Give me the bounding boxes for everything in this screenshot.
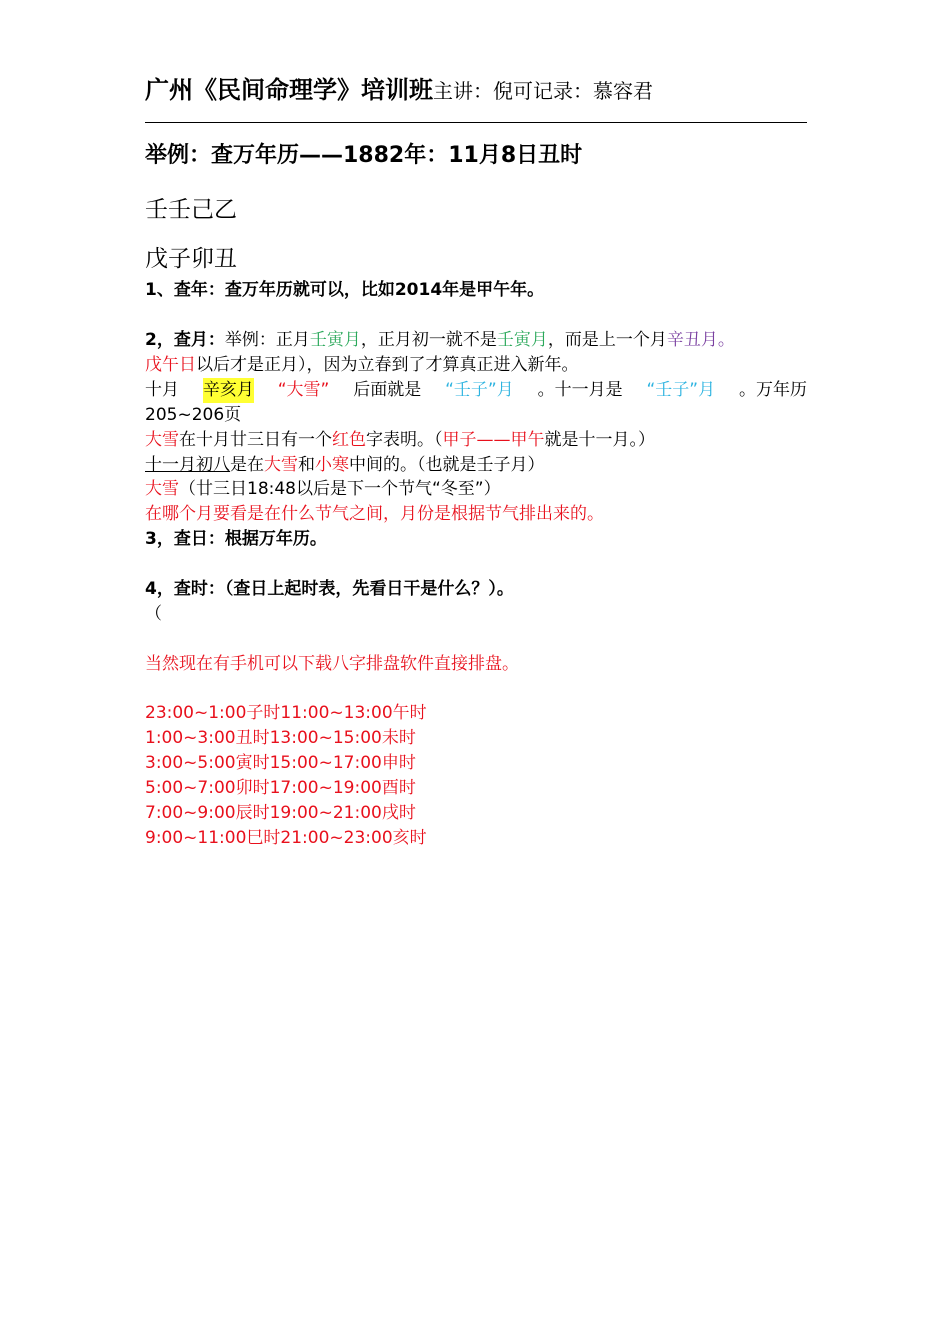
text-span: （廿三日18:48以后是下一个节气“冬至”）: [179, 479, 501, 499]
step-2-line-4: 205~206页: [145, 405, 242, 425]
text-span: 红色: [332, 430, 366, 450]
time-row: 5:00~7:00卯时17:00~19:00酉时: [145, 778, 416, 798]
step-2-line-7: [145, 477, 501, 502]
text-span: 字表明。（: [366, 430, 443, 450]
text-span: 和: [298, 455, 315, 475]
time-row: 23:00~1:00子时11:00~13:00午时: [145, 703, 427, 723]
page-header: [145, 70, 807, 123]
step-2-line-5: [145, 428, 655, 453]
ganzhi-term: 甲子——甲午: [442, 430, 545, 450]
ganzhi-term: “壬子”月: [445, 380, 514, 400]
time-row: 3:00~5:00寅时15:00~17:00申时: [145, 753, 416, 773]
highlighted-term: 辛亥月: [203, 378, 254, 403]
step-2-line-6: [145, 453, 545, 478]
ganzhi-term: 壬寅月: [496, 330, 548, 350]
text-span: ，正月初一就不是: [360, 330, 497, 350]
step-2-line-2: [145, 353, 579, 378]
time-row: 1:00~3:00丑时13:00~15:00未时: [145, 728, 416, 748]
step-1: 1、查年：查万年历就可以，比如2014年是甲午年。: [145, 280, 545, 300]
ganzhi-term: 壬寅月: [309, 330, 361, 350]
step-4: 4，查时：（查日上起时表，先看日干是什么？）。: [145, 579, 514, 599]
step-4-paren: （: [145, 604, 162, 624]
text-span: 。万年历: [739, 380, 807, 400]
header-title: 广州《民间命理学》培训班: [145, 76, 433, 104]
step-2-line-8: 在哪个月要看是在什么节气之间，月份是根据节气排出来的。: [145, 504, 604, 524]
software-note: 当然现在有手机可以下载八字排盘软件直接排盘。: [145, 654, 519, 674]
solar-term: “大雪”: [277, 380, 330, 400]
text-span: 举例：正月: [224, 330, 310, 350]
step-3: 3，查日：根据万年历。: [145, 529, 327, 549]
ganzhi-row-2: 戊子卯丑: [145, 246, 237, 272]
ganzhi-term: “壬子”月: [646, 380, 716, 400]
text-span: 是在: [230, 455, 264, 475]
ganzhi-term: 辛丑月。: [666, 330, 735, 350]
text-span: ，而是上一个月: [547, 330, 667, 350]
text-span: 后面就是: [353, 380, 422, 400]
underlined-date: 十一月初八: [145, 455, 230, 475]
time-row: 9:00~11:00巳时21:00~23:00亥时: [145, 828, 427, 848]
solar-term: 小寒: [315, 455, 349, 475]
step-2-label: 2，查月：: [145, 330, 225, 350]
ganzhi-row-1: 壬壬己乙: [145, 197, 237, 223]
text-span: 在十月廿三日有一个: [179, 430, 332, 450]
step-2-line-3: [145, 378, 807, 403]
solar-term: 大雪: [264, 455, 298, 475]
text-span: 十月: [145, 380, 179, 400]
text-span: 。十一月是: [537, 380, 623, 400]
solar-term: 大雪: [145, 479, 179, 499]
time-row: 7:00~9:00辰时19:00~21:00戌时: [145, 803, 416, 823]
text-span: 中间的。（也就是壬子月）: [349, 455, 545, 475]
example-heading: 举例：查万年历——1882年：11月8日丑时: [145, 143, 583, 168]
text-span: 就是十一月。）: [544, 430, 655, 450]
text-span: 以后才是正月），因为立春到了才算真正进入新年。: [196, 355, 579, 375]
header-subtitle: 主讲：倪可记录：慕容君: [433, 79, 653, 103]
solar-term: 大雪: [145, 430, 179, 450]
ganzhi-term: 戊午日: [145, 355, 196, 375]
step-2-line-1: [145, 328, 735, 353]
